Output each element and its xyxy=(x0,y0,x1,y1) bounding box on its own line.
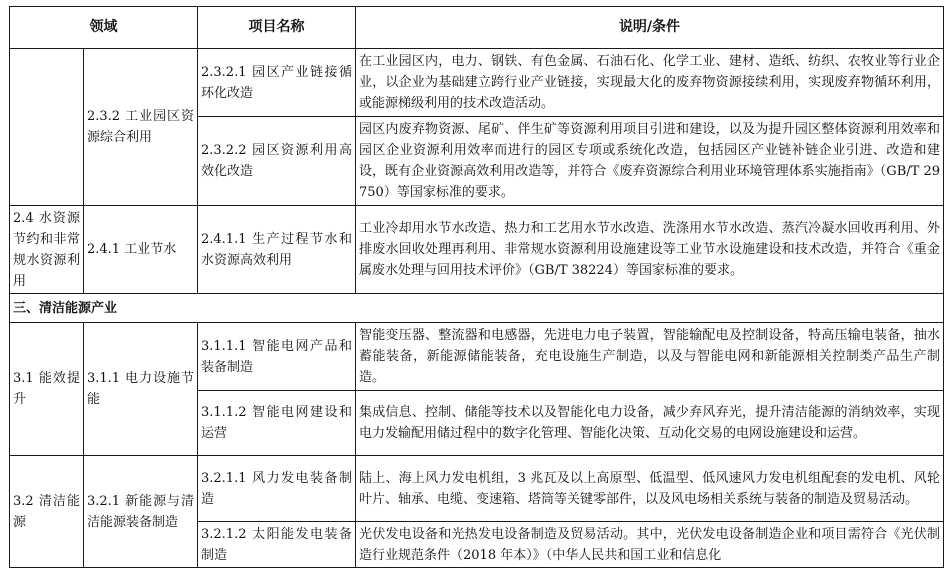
description-cell: 集成信息、控制、储能等技术以及智能化电力设备，减少弃风弃光，提升清洁能源的消纳效率，实现电力发输配用储过程中的数字化管理、智能化决策、互动化交易的电网设施建设和运营。 xyxy=(356,391,944,456)
project-cell: 3.1.1.1 智能电网产品和装备制造 xyxy=(198,323,356,391)
description-cell: 园区内废弃物资源、尾矿、伴生矿等资源利用项目引进和建设，以及为提升园区整体资源利用效率和园区企业资源利用效率而进行的园区专项或系统化改造，包括园区产业链补链企业引进、改造和建设，既有企业资源高效利用改造等，并符合《废弃资源综合利用业环境管理体系实施指南》（GB/T 29750）等国家标准的要求。 xyxy=(356,117,944,206)
industry-catalog-table xyxy=(9,6,944,568)
table-row xyxy=(10,206,944,294)
header-project-name: 项目名称 xyxy=(198,7,356,49)
subdomain-cell: 3.1.1 电力设施节能 xyxy=(84,323,198,456)
description-cell: 陆上、海上风力发电机组，3 兆瓦及以上高原型、低温型、低风速风力发电机组配套的发电机、风轮叶片、轴承、电缆、变速箱、塔筒等关键零部件，以及风电场相关系统与装备的制造及贸易活动。 xyxy=(356,456,944,522)
description-cell: 智能变压器、整流器和电感器，先进电力电子装置，智能输配电及控制设备，特高压输电装备，抽水蓄能装备，新能源储能装备，充电设施生产制造，以及与智能电网和新能源相关控制类产品生产制造。 xyxy=(356,323,944,391)
subdomain-cell: 2.3.2 工业园区资源综合利用 xyxy=(84,49,198,206)
description-cell: 工业冷却用水节水改造、热力和工艺用水节水改造、洗涤用水节水改造、蒸汽冷凝水回收再利用、外排废水回收处理再利用、非常规水资源利用设施建设等工业节水设施建设和技术改造，并符合《重金属废水处理与回用技术评价》（GB/T 38224）等国家标准的要求。 xyxy=(356,206,944,294)
section-heading: 三、清洁能源产业 xyxy=(10,294,944,323)
project-cell: 2.3.2.1 园区产业链接循环化改造 xyxy=(198,49,356,117)
subdomain-cell: 2.4.1 工业节水 xyxy=(84,206,198,294)
table-row xyxy=(10,49,944,117)
table-header-row xyxy=(10,7,944,49)
project-cell: 2.3.2.2 园区资源利用高效化改造 xyxy=(198,117,356,206)
domain-cell: 2.4 水资源节约和非常规水资源利用 xyxy=(10,206,84,294)
project-cell: 3.2.1.1 风力发电装备制造 xyxy=(198,456,356,522)
project-cell: 3.2.1.2 太阳能发电装备制造 xyxy=(198,522,356,568)
header-domain: 领域 xyxy=(10,7,198,49)
table-row xyxy=(10,323,944,391)
table-row xyxy=(10,456,944,522)
project-cell: 2.4.1.1 生产过程节水和水资源高效利用 xyxy=(198,206,356,294)
domain-cell: 3.1 能效提升 xyxy=(10,323,84,456)
section-heading-row xyxy=(10,294,944,323)
subdomain-cell: 3.2.1 新能源与清洁能源装备制造 xyxy=(84,456,198,568)
domain-cell-empty xyxy=(10,49,84,206)
description-cell: 在工业园区内，电力、钢铁、有色金属、石油石化、化学工业、建材、造纸、纺织、农牧业等行业企业，以企业为基础建立跨行业产业链接，实现最大化的废弃物资源接续利用，实现废弃物循环利用，或能源梯级利用的技术改造活动。 xyxy=(356,49,944,117)
header-description: 说明/条件 xyxy=(356,7,944,49)
project-cell: 3.1.1.2 智能电网建设和运营 xyxy=(198,391,356,456)
domain-cell: 3.2 清洁能源 xyxy=(10,456,84,568)
description-cell: 光伏发电设备和光热发电设备制造及贸易活动。其中，光伏发电设备制造企业和项目需符合《光伏制造行业规范条件（2018 年本）》（中华人民共和国工业和信息化 xyxy=(356,522,944,568)
